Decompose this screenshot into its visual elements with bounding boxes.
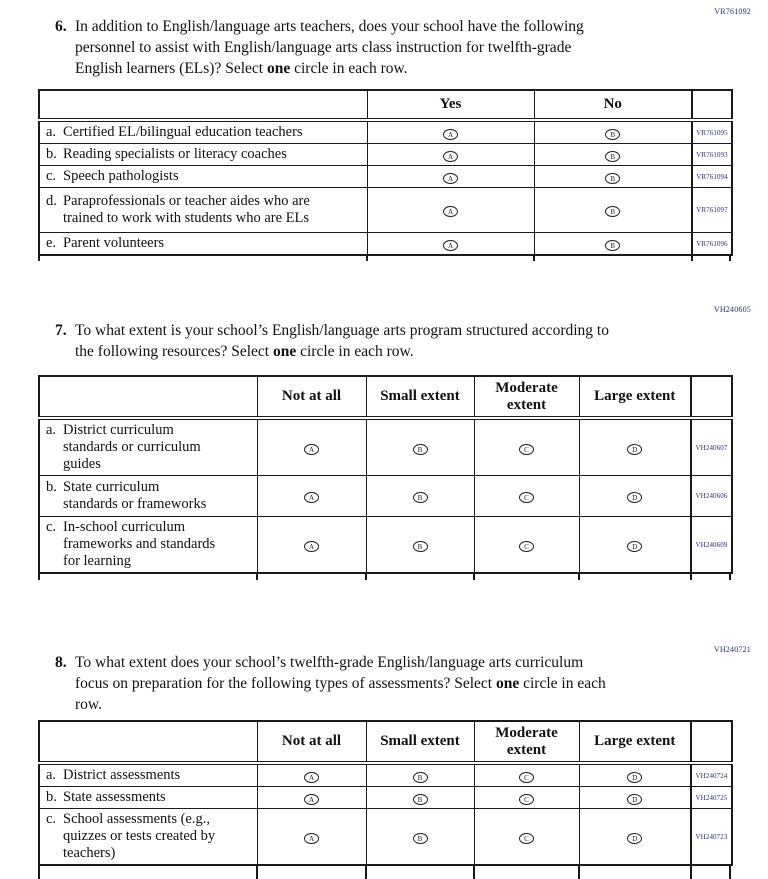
table-row bbox=[39, 476, 732, 517]
option-cell bbox=[367, 166, 534, 188]
question-text-line: focus on preparation for the following types of assessments? Select one circle in each bbox=[75, 675, 606, 692]
question-number: 8. bbox=[55, 654, 67, 671]
row-label bbox=[39, 787, 257, 809]
question-text-line: To what extent is your school’s English/language arts program structured according to bbox=[75, 322, 609, 339]
row-letter: c. bbox=[46, 168, 57, 184]
option-cell bbox=[366, 517, 474, 574]
row-label-text: Reading specialists or literacy coaches bbox=[63, 146, 287, 162]
question-code: VH240721 bbox=[713, 645, 751, 654]
row-label-text: State curriculum standards or frameworks bbox=[63, 479, 207, 512]
option-cell bbox=[474, 517, 579, 574]
table-column-stub-line bbox=[365, 574, 367, 580]
table-row bbox=[39, 787, 732, 809]
row-letter: b. bbox=[46, 146, 57, 162]
row-label bbox=[39, 233, 367, 256]
option-cell bbox=[474, 763, 579, 787]
option-bubble-b[interactable]: B bbox=[605, 173, 620, 184]
option-cell bbox=[534, 188, 692, 233]
table-column-stub-line bbox=[578, 866, 580, 879]
row-label bbox=[39, 763, 257, 787]
option-bubble-a[interactable]: A bbox=[443, 151, 458, 162]
question-text-line: row. bbox=[75, 696, 102, 713]
table-column-stub-line bbox=[729, 574, 731, 580]
option-cell bbox=[579, 763, 691, 787]
row-code: VR761096 bbox=[692, 233, 732, 256]
question-6-table-mount bbox=[38, 89, 733, 261]
option-bubble-a[interactable]: A bbox=[443, 206, 458, 217]
option-cell bbox=[367, 144, 534, 166]
column-header-empty bbox=[39, 90, 367, 120]
option-cell bbox=[474, 809, 579, 866]
column-header-moderate-extent: Moderate extent bbox=[474, 721, 579, 763]
option-cell bbox=[367, 120, 534, 144]
option-cell bbox=[366, 763, 474, 787]
option-cell bbox=[579, 476, 691, 517]
table-column-stub-line bbox=[690, 574, 692, 580]
row-code: VR761095 bbox=[692, 120, 732, 144]
column-header-empty bbox=[692, 90, 732, 120]
row-code: VH240724 bbox=[691, 763, 732, 787]
option-cell bbox=[257, 787, 366, 809]
option-cell bbox=[474, 787, 579, 809]
column-header-not-at-all: Not at all bbox=[257, 376, 366, 418]
table-row bbox=[39, 517, 732, 574]
row-label-text: District curriculum standards or curriculum guides bbox=[63, 422, 201, 472]
row-label-text: School assessments (e.g., quizzes or tests created by teachers) bbox=[63, 811, 216, 861]
table-bottom-stubs bbox=[38, 574, 731, 580]
row-label bbox=[39, 809, 257, 866]
row-letter: e. bbox=[46, 235, 57, 251]
column-header-moderate-extent: Moderate extent bbox=[474, 376, 579, 418]
option-cell bbox=[474, 418, 579, 476]
column-header-large-extent: Large extent bbox=[579, 376, 691, 418]
option-bubble-b[interactable]: B bbox=[413, 444, 428, 455]
table-column-stub-line bbox=[690, 866, 692, 879]
option-bubble-d[interactable]: D bbox=[627, 444, 642, 455]
table-row bbox=[39, 144, 732, 166]
table-bottom-stubs bbox=[38, 256, 731, 261]
table-column-stub-line bbox=[729, 866, 731, 879]
table-column-stub-line bbox=[473, 574, 475, 580]
option-cell bbox=[257, 418, 366, 476]
table-column-stub-line bbox=[473, 866, 475, 879]
table-column-stub-line bbox=[729, 256, 731, 261]
row-code: VR761094 bbox=[692, 166, 732, 188]
question-7-table-mount bbox=[38, 375, 733, 580]
option-bubble-a[interactable]: A bbox=[443, 240, 458, 251]
question-text-line: In addition to English/language arts teachers, does your school have the following bbox=[75, 18, 584, 35]
option-cell bbox=[579, 517, 691, 574]
option-bubble-b[interactable]: B bbox=[413, 794, 428, 805]
table-column-stub-line bbox=[38, 256, 40, 261]
row-letter: a. bbox=[46, 124, 57, 140]
row-code: VH240606 bbox=[691, 476, 732, 517]
table-row bbox=[39, 809, 732, 866]
row-label-text: In-school curriculum frameworks and standards for learning bbox=[63, 519, 216, 569]
option-cell bbox=[534, 233, 692, 256]
option-cell bbox=[366, 476, 474, 517]
option-bubble-b[interactable]: B bbox=[413, 541, 428, 552]
column-header-empty bbox=[691, 376, 732, 418]
question-text-line: To what extent does your school’s twelfth-grade English/language arts curriculum bbox=[75, 654, 584, 671]
table-column-stub-line bbox=[365, 866, 367, 879]
row-code: VH240609 bbox=[691, 517, 732, 574]
option-cell bbox=[534, 120, 692, 144]
option-cell bbox=[579, 418, 691, 476]
option-bubble-b[interactable]: B bbox=[413, 833, 428, 844]
table-bottom-stubs bbox=[38, 866, 731, 879]
column-header-empty bbox=[691, 721, 732, 763]
row-label bbox=[39, 476, 257, 517]
table-column-stub-line bbox=[366, 256, 368, 261]
table-row bbox=[39, 233, 732, 256]
question-text bbox=[75, 320, 705, 362]
option-bubble-c[interactable]: C bbox=[519, 794, 534, 805]
row-label bbox=[39, 517, 257, 574]
row-letter: c. bbox=[46, 811, 57, 827]
question-7-text-block bbox=[55, 320, 705, 362]
header-row bbox=[39, 376, 732, 418]
option-cell bbox=[534, 144, 692, 166]
column-header-small-extent: Small extent bbox=[366, 376, 474, 418]
row-letter: b. bbox=[46, 479, 57, 495]
option-bubble-d[interactable]: D bbox=[627, 794, 642, 805]
table-column-stub-line bbox=[256, 866, 258, 879]
option-cell bbox=[257, 476, 366, 517]
row-label-text: Paraprofessionals or teacher aides who are trained to work with students who are ELs bbox=[63, 193, 310, 226]
option-cell bbox=[366, 418, 474, 476]
question-6-table bbox=[38, 89, 733, 256]
question-6-text-block bbox=[55, 16, 705, 79]
option-bubble-d[interactable]: D bbox=[627, 541, 642, 552]
row-letter: d. bbox=[46, 193, 57, 209]
option-bubble-a[interactable]: A bbox=[443, 129, 458, 140]
question-number: 7. bbox=[55, 322, 67, 339]
question-text bbox=[75, 652, 705, 715]
question-text bbox=[75, 16, 705, 79]
option-bubble-a[interactable]: A bbox=[304, 794, 319, 805]
option-bubble-c[interactable]: C bbox=[519, 541, 534, 552]
option-bubble-b[interactable]: B bbox=[605, 206, 620, 217]
table-column-stub-line bbox=[256, 574, 258, 580]
column-header-no: No bbox=[534, 90, 692, 120]
row-label bbox=[39, 120, 367, 144]
question-number: 6. bbox=[55, 18, 67, 35]
option-cell bbox=[257, 809, 366, 866]
row-label bbox=[39, 188, 367, 233]
option-bubble-c[interactable]: C bbox=[519, 772, 534, 783]
table-column-stub-line bbox=[578, 574, 580, 580]
header-row bbox=[39, 90, 732, 120]
question-text-line: personnel to assist with English/language arts class instruction for twelfth-grade bbox=[75, 39, 572, 56]
column-header-yes: Yes bbox=[367, 90, 534, 120]
option-bubble-a[interactable]: A bbox=[443, 173, 458, 184]
table-row bbox=[39, 418, 732, 476]
row-letter: c. bbox=[46, 519, 57, 535]
column-header-empty bbox=[39, 376, 257, 418]
question-code: VR761092 bbox=[714, 7, 751, 16]
row-code: VH240607 bbox=[691, 418, 732, 476]
row-label bbox=[39, 144, 367, 166]
option-cell bbox=[257, 763, 366, 787]
option-bubble-d[interactable]: D bbox=[627, 492, 642, 503]
option-cell bbox=[257, 517, 366, 574]
row-code: VH240723 bbox=[691, 809, 732, 866]
option-bubble-d[interactable]: D bbox=[627, 772, 642, 783]
question-7-table bbox=[38, 375, 733, 574]
option-bubble-a[interactable]: A bbox=[304, 444, 319, 455]
option-cell bbox=[367, 233, 534, 256]
option-bubble-b[interactable]: B bbox=[605, 151, 620, 162]
option-bubble-c[interactable]: C bbox=[519, 444, 534, 455]
row-letter: a. bbox=[46, 767, 57, 783]
option-cell bbox=[579, 787, 691, 809]
option-bubble-b[interactable]: B bbox=[413, 772, 428, 783]
row-label-text: District assessments bbox=[63, 767, 181, 783]
option-bubble-b[interactable]: B bbox=[605, 240, 620, 251]
table-column-stub-line bbox=[691, 256, 693, 261]
row-label-text: Speech pathologists bbox=[63, 168, 179, 184]
table-column-stub-line bbox=[533, 256, 535, 261]
option-cell bbox=[474, 476, 579, 517]
option-cell bbox=[366, 787, 474, 809]
row-letter: a. bbox=[46, 422, 57, 438]
option-bubble-c[interactable]: C bbox=[519, 492, 534, 503]
row-label-text: Parent volunteers bbox=[63, 235, 165, 251]
option-cell bbox=[367, 188, 534, 233]
table-row bbox=[39, 120, 732, 144]
row-label-text: Certified EL/bilingual education teachers bbox=[63, 124, 303, 140]
row-code: VH240725 bbox=[691, 787, 732, 809]
row-label bbox=[39, 166, 367, 188]
option-bubble-a[interactable]: A bbox=[304, 492, 319, 503]
option-bubble-a[interactable]: A bbox=[304, 541, 319, 552]
option-bubble-b[interactable]: B bbox=[413, 492, 428, 503]
column-header-not-at-all: Not at all bbox=[257, 721, 366, 763]
column-header-small-extent: Small extent bbox=[366, 721, 474, 763]
option-bubble-d[interactable]: D bbox=[627, 833, 642, 844]
question-text-line: the following resources? Select one circle in each row. bbox=[75, 343, 414, 360]
row-code: VR761093 bbox=[692, 144, 732, 166]
option-bubble-a[interactable]: A bbox=[304, 833, 319, 844]
question-8-table bbox=[38, 720, 733, 866]
option-bubble-a[interactable]: A bbox=[304, 772, 319, 783]
option-cell bbox=[579, 809, 691, 866]
table-row bbox=[39, 763, 732, 787]
question-text-line: English learners (ELs)? Select one circle in each row. bbox=[75, 60, 408, 77]
table-row bbox=[39, 188, 732, 233]
option-bubble-c[interactable]: C bbox=[519, 833, 534, 844]
question-8-table-mount bbox=[38, 720, 733, 879]
question-code: VH240605 bbox=[713, 305, 751, 314]
row-label-text: State assessments bbox=[63, 789, 166, 805]
option-cell bbox=[366, 809, 474, 866]
row-code: VR761097 bbox=[692, 188, 732, 233]
table-row bbox=[39, 166, 732, 188]
header-row bbox=[39, 721, 732, 763]
table-column-stub-line bbox=[38, 866, 40, 879]
option-bubble-b[interactable]: B bbox=[605, 129, 620, 140]
option-cell bbox=[534, 166, 692, 188]
table-column-stub-line bbox=[38, 574, 40, 580]
row-letter: b. bbox=[46, 789, 57, 805]
row-label bbox=[39, 418, 257, 476]
question-8-text-block bbox=[55, 652, 705, 715]
column-header-empty bbox=[39, 721, 257, 763]
column-header-large-extent: Large extent bbox=[579, 721, 691, 763]
